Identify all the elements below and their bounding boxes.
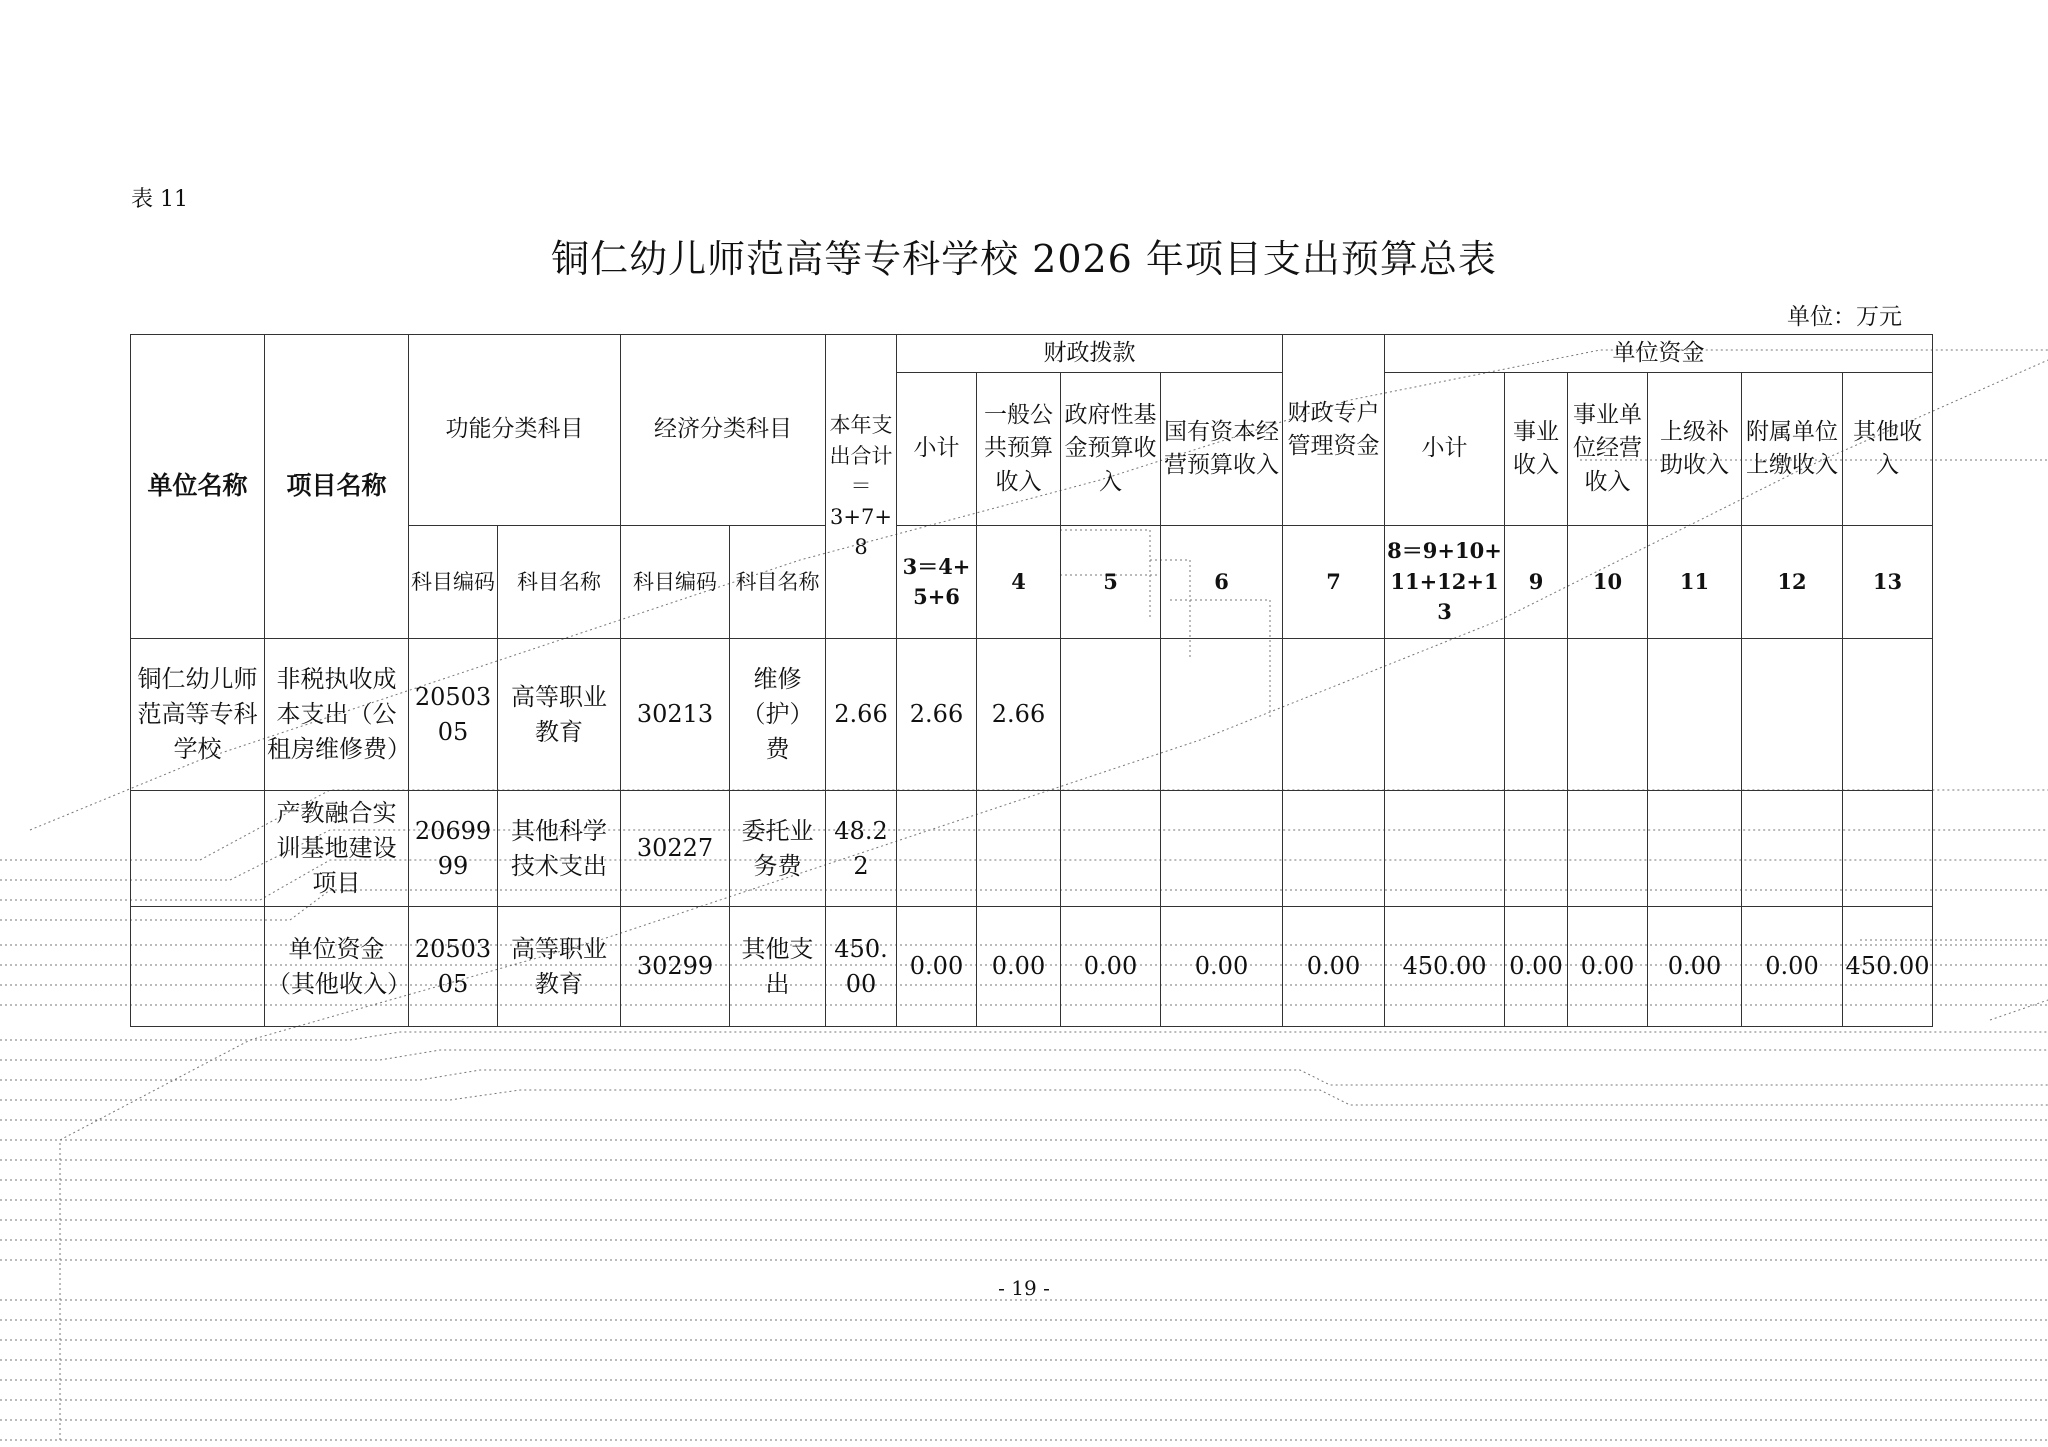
index-col-7: 7 (1283, 526, 1385, 639)
cell-func-name: 其他科学技术支出 (498, 791, 621, 907)
cell-econ-name: 维修（护）费 (730, 639, 826, 791)
cell-func-code: 2050305 (409, 639, 498, 791)
cell-func-code: 2050305 (409, 907, 498, 1027)
table-row (131, 791, 1933, 907)
header-other-income: 其他收入 (1843, 373, 1933, 526)
header-func-category: 功能分类科目 (409, 335, 621, 526)
budget-table (130, 334, 1933, 1027)
cell-gov-fund (1061, 791, 1161, 907)
cell-affiliated-remit: 0.00 (1742, 907, 1843, 1027)
cell-econ-name: 委托业务费 (730, 791, 826, 907)
cell-econ-name: 其他支出 (730, 907, 826, 1027)
index-col-5: 5 (1061, 526, 1161, 639)
header-unit-funds: 单位资金 (1385, 335, 1933, 373)
cell-business-income (1505, 791, 1568, 907)
cell-other-income (1843, 639, 1933, 791)
cell-econ-code: 30213 (621, 639, 730, 791)
cell-unit (131, 791, 265, 907)
index-col-12: 12 (1742, 526, 1843, 639)
header-total-expense (826, 335, 897, 639)
cell-higher-subsidy: 0.00 (1648, 907, 1742, 1027)
cell-fiscal-subtotal (897, 791, 977, 907)
cell-total: 2.66 (826, 639, 897, 791)
header-unit-name: 单位名称 (131, 335, 265, 639)
table-row (131, 907, 1933, 1027)
document-title: 铜仁幼儿师范高等专科学校 2026 年项目支出预算总表 (551, 237, 1497, 281)
index-col-11: 11 (1648, 526, 1742, 639)
table-number: 表 11 (131, 187, 188, 212)
page-number: - 19 - (998, 1276, 1050, 1300)
cell-func-code: 2069999 (409, 791, 498, 907)
header-econ-name: 科目名称 (730, 526, 826, 639)
header-project-name: 项目名称 (265, 335, 409, 639)
index-col-10: 10 (1568, 526, 1648, 639)
cell-business-operation: 0.00 (1568, 907, 1648, 1027)
cell-business-operation (1568, 791, 1648, 907)
total-expense-label: 本年支出合计＝ (829, 413, 893, 499)
index-col-4: 4 (977, 526, 1061, 639)
cell-affiliated-remit (1742, 791, 1843, 907)
cell-general-public (977, 791, 1061, 907)
header-fiscal-special: 财政专户管理资金 (1283, 335, 1385, 526)
cell-fiscal-special (1283, 791, 1385, 907)
index-unit-subtotal: 8＝9+10+11+12+13 (1385, 526, 1505, 639)
cell-gov-fund (1061, 639, 1161, 791)
cell-unit-subtotal (1385, 639, 1505, 791)
cell-project: 单位资金（其他收入） (265, 907, 409, 1027)
header-fiscal: 财政拨款 (897, 335, 1283, 373)
cell-state-capital (1161, 639, 1283, 791)
cell-unit (131, 907, 265, 1027)
cell-higher-subsidy (1648, 791, 1742, 907)
cell-func-name: 高等职业教育 (498, 639, 621, 791)
table-row (131, 639, 1933, 791)
cell-unit: 铜仁幼儿师范高等专科学校 (131, 639, 265, 791)
cell-state-capital (1161, 791, 1283, 907)
cell-business-income: 0.00 (1505, 907, 1568, 1027)
index-fiscal-subtotal: 3＝4+5+6 (897, 526, 977, 639)
header-fiscal-subtotal: 小计 (897, 373, 977, 526)
cell-fiscal-subtotal: 2.66 (897, 639, 977, 791)
index-col-6: 6 (1161, 526, 1283, 639)
header-higher-subsidy: 上级补助收入 (1648, 373, 1742, 526)
cell-econ-code: 30299 (621, 907, 730, 1027)
index-col-9: 9 (1505, 526, 1568, 639)
cell-state-capital: 0.00 (1161, 907, 1283, 1027)
header-state-capital-budget: 国有资本经营预算收入 (1161, 373, 1283, 526)
cell-other-income: 450.00 (1843, 907, 1933, 1027)
header-general-public-budget: 一般公共预算收入 (977, 373, 1061, 526)
cell-fiscal-special (1283, 639, 1385, 791)
cell-project: 非税执收成本支出（公租房维修费） (265, 639, 409, 791)
cell-func-name: 高等职业教育 (498, 907, 621, 1027)
index-col-13: 13 (1843, 526, 1933, 639)
cell-fiscal-subtotal: 0.00 (897, 907, 977, 1027)
cell-unit-subtotal: 450.00 (1385, 907, 1505, 1027)
cell-total: 450.00 (826, 907, 897, 1027)
cell-fiscal-special: 0.00 (1283, 907, 1385, 1027)
cell-other-income (1843, 791, 1933, 907)
header-unit-subtotal: 小计 (1385, 373, 1505, 526)
cell-general-public: 2.66 (977, 639, 1061, 791)
header-gov-fund-budget: 政府性基金预算收入 (1061, 373, 1161, 526)
header-business-income: 事业收入 (1505, 373, 1568, 526)
cell-unit-subtotal (1385, 791, 1505, 907)
cell-affiliated-remit (1742, 639, 1843, 791)
cell-general-public: 0.00 (977, 907, 1061, 1027)
header-func-code: 科目编码 (409, 526, 498, 639)
cell-business-income (1505, 639, 1568, 791)
unit-label: 单位：万元 (1787, 304, 1902, 330)
cell-higher-subsidy (1648, 639, 1742, 791)
cell-gov-fund: 0.00 (1061, 907, 1161, 1027)
header-econ-category: 经济分类科目 (621, 335, 826, 526)
cell-econ-code: 30227 (621, 791, 730, 907)
header-affiliated-remit: 附属单位上缴收入 (1742, 373, 1843, 526)
cell-project: 产教融合实训基地建设项目 (265, 791, 409, 907)
cell-business-operation (1568, 639, 1648, 791)
cell-total: 48.22 (826, 791, 897, 907)
header-business-unit-operation: 事业单位经营收入 (1568, 373, 1648, 526)
total-expense-formula: 3+7+8 (830, 504, 892, 560)
header-econ-code: 科目编码 (621, 526, 730, 639)
header-func-name: 科目名称 (498, 526, 621, 639)
